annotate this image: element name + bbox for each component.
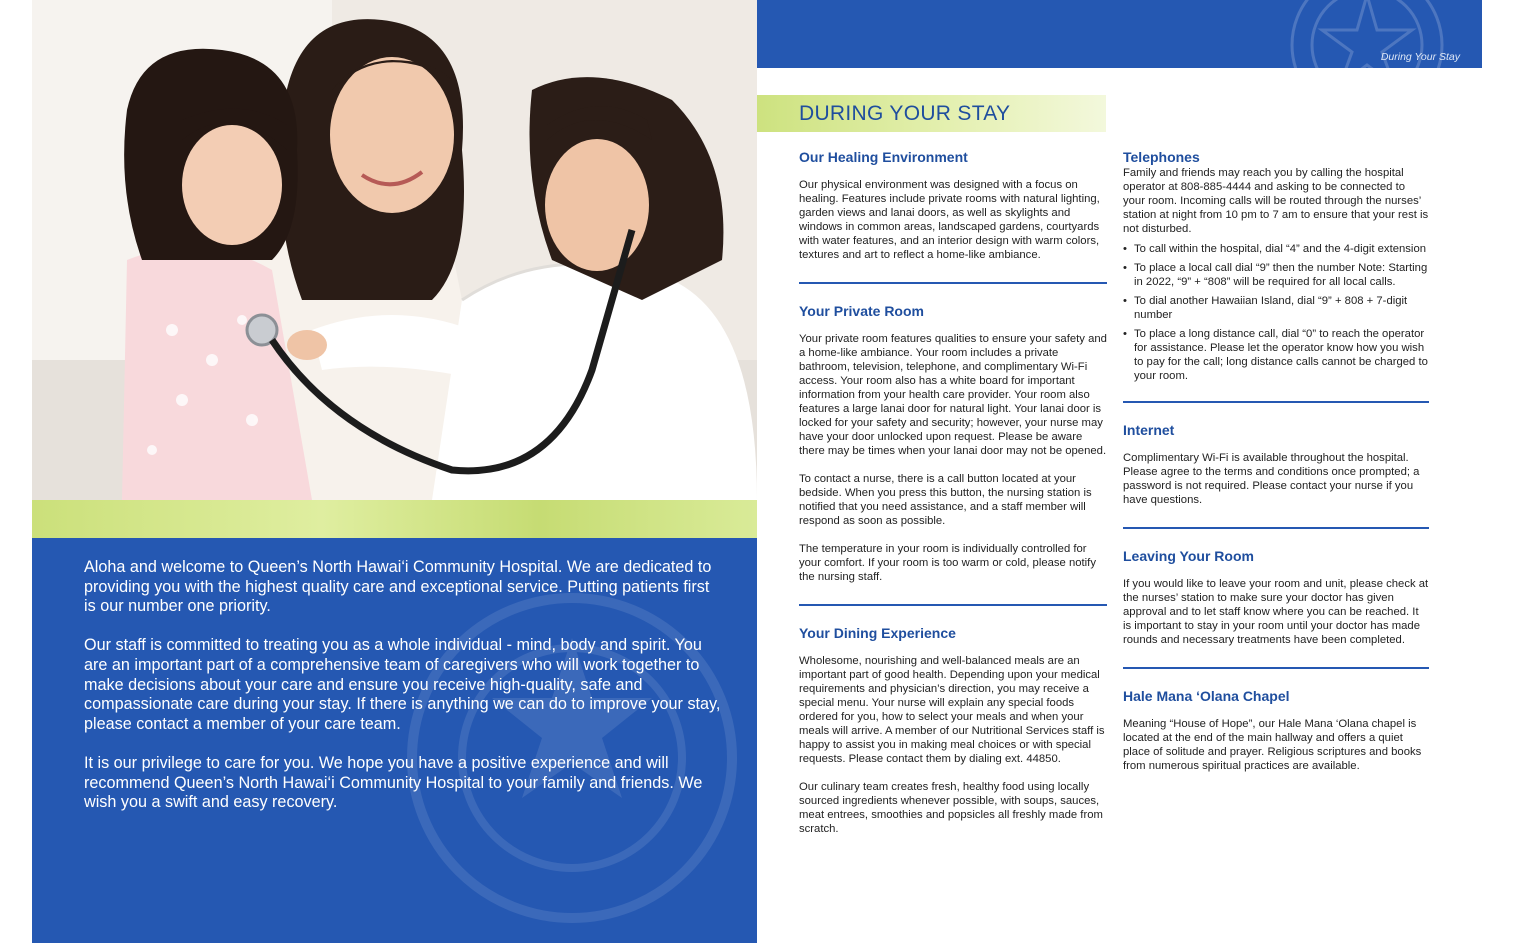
welcome-text [84,558,724,832]
welcome-paragraph: It is our privilege to care for you. We hope you have a positive experience and will recommend Queen’s North Hawai‘i Community Hospital to your family and friends. We wish you a swift and easy recovery. [84,753,703,812]
telephones-body: Family and friends may reach you by calling the hospital operator at 808-885-4444 and asking to be connected to your room. Incoming calls will be routed through the nurses’ station at night from 10 pm to 7 am to ensure that your rest is not disturbed. [1123,167,1429,235]
welcome-paragraph: Our staff is committed to treating you as a whole individual - mind, body and spirit. You are an important part of a comprehensive team of caregivers who will work together to make decisions about your care and ensure you receive high-quality, safe and compassionate care during your stay. If there is anything we can do to improve your stay, please contact a member of your care team. [84,636,721,733]
divider [1123,667,1429,669]
divider [1123,401,1429,403]
healing-heading: Our Healing Environment [799,149,968,165]
telephones-bullet-list [1123,242,1429,383]
divider [799,604,1107,606]
private-room-paragraph: Your private room features qualities to ensure your safety and a home-like ambiance. Your room includes a private bathroom, television, telephone, and complimentary Wi-Fi access. Your room also has a white board for important information from your health care provider. Your room also features a large lanai door for natural light. Your lanai door is locked for your safety and security; however, your nurse may have your door unlocked upon request. Please be aware there may be times when your lanai door may not be opened. [799,333,1107,457]
dining-paragraph: Wholesome, nourishing and well-balanced meals are an important part of good health. Depending upon your medical requirements and physician’s direction, you may receive a special menu. Your nurse will explain any special foods ordered for you, how to select your meals and when your meals will arrive. A member of our Nutritional Services staff is happy to assist you in making meal choices or with special requests. Please contact them by dialing ext. 44850. [799,655,1105,765]
left-page [32,0,757,943]
private-room-heading: Your Private Room [799,303,924,319]
divider [799,282,1107,284]
divider [1123,527,1429,529]
photo-illustration [32,0,757,500]
column-left [799,150,1107,850]
list-item: • To place a long distance call, dial “0” to reach the operator for assistance. Please let the operator know how you wish to pay for the call; long distance calls cannot be charged to your room. [1123,327,1429,383]
leaving-heading: Leaving Your Room [1123,548,1254,564]
welcome-panel [32,538,757,943]
leaving-body: If you would like to leave your room and unit, please check at the nurses’ station to make sure your doctor has given approval and to let staff know where you can be reached. It is important to stay in your room until your doctor has made rounds and necessary treatments have been completed. [1123,578,1429,646]
list-item: • To call within the hospital, dial “4” and the 4-digit extension [1123,242,1429,256]
dining-heading: Your Dining Experience [799,625,956,641]
column-right [1123,150,1429,787]
green-accent-stripe [32,500,757,538]
welcome-paragraph: Aloha and welcome to Queen’s North Hawai‘i Community Hospital. We are dedicated to providing you with the highest quality care and exceptional service. Putting patients first is our number one priority. [84,558,712,616]
telephones-heading: Telephones [1123,149,1200,165]
chapel-heading: Hale Mana ‘Olana Chapel [1123,688,1290,704]
list-item: • To place a local call dial “9” then the number Note: Starting in 2022, “9” + “808” will be required for all local calls. [1123,261,1429,289]
section-title: DURING YOUR STAY [799,102,1011,125]
running-header: During Your Stay [1380,51,1460,63]
dining-paragraph: Our culinary team creates fresh, healthy food using locally sourced ingredients whenever possible, with soups, sauces, meat entrees, smoothies and popsicles all freshly made from scratch. [799,781,1103,835]
internet-heading: Internet [1123,422,1175,438]
hero-photo [32,0,757,500]
healing-body: Our physical environment was designed with a focus on healing. Features include private rooms with natural lighting, garden views and lanai doors, as well as skylights and windows in common areas, landscaped gardens, courtyards with water features, and an interior design with warm colors, textures and art to reflect a home-like ambiance. [799,179,1100,261]
section-banner [757,95,1106,132]
internet-body: Complimentary Wi-Fi is available throughout the hospital. Please agree to the terms and conditions once prompted; a password is not required. Please contact your nurse if you have questions. [1123,452,1420,506]
chapel-body: Meaning “House of Hope”, our Hale Mana ‘Olana chapel is located at the end of the main hallway and offers a quiet place of solitude and prayer. Religious scriptures and books from numerous spiritual practices are available. [1123,718,1422,772]
private-room-paragraph: The temperature in your room is individually controlled for your comfort. If your room is too warm or cold, please notify the nursing staff. [799,543,1096,583]
header-band [757,0,1482,68]
list-item: • To dial another Hawaiian Island, dial “9” + 808 + 7-digit number [1123,294,1429,322]
private-room-paragraph: To contact a nurse, there is a call button located at your bedside. When you press this button, the nursing station is notified that you need assistance, and a staff member will respond as soon as possible. [799,473,1092,527]
